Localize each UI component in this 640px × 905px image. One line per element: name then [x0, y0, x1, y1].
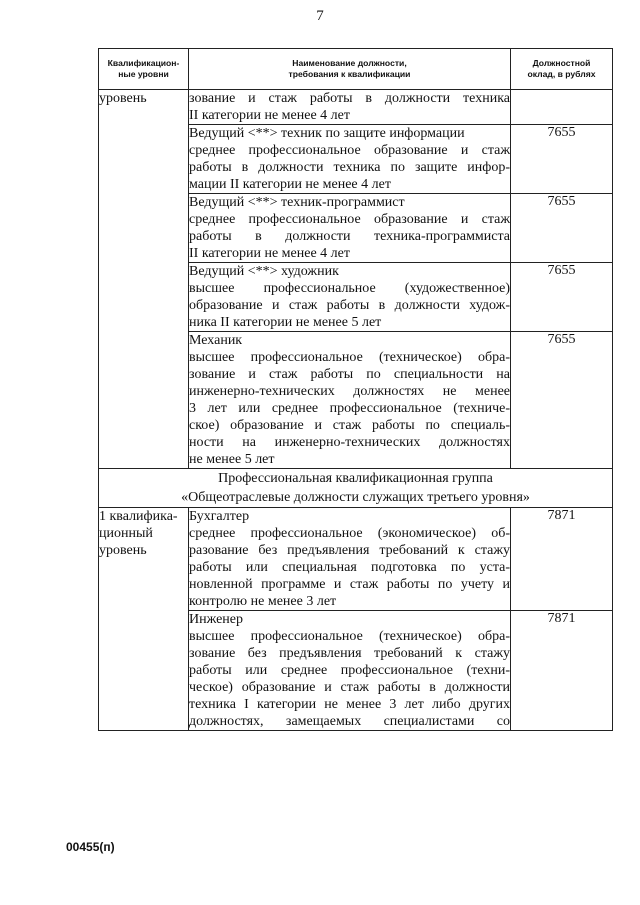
- text-line: контролю не менее 3 лет: [189, 594, 337, 609]
- group-heading-line: «Общеотраслевые должности служащих третьего уровня»: [181, 490, 530, 505]
- salary-cell: 7871: [511, 611, 613, 731]
- text-line: Механик: [189, 333, 243, 348]
- text-line: техника I категории не менее 3 лет либо других: [189, 697, 510, 712]
- text-line: Ведущий <**> техник-программист: [189, 195, 405, 210]
- text-line: среднее профессиональное (экономическое) об-: [189, 526, 510, 541]
- position-cell: [189, 90, 511, 125]
- table-row: [99, 508, 613, 611]
- text-line: работы или специальная подготовка по уста-: [189, 560, 510, 575]
- text-line: должностях, замещаемых специалистами со: [189, 714, 510, 729]
- text-line: новленной программе и стаж работы по учету и: [189, 577, 510, 592]
- text-line: не менее 5 лет: [189, 452, 275, 467]
- group-heading-row: [99, 469, 613, 508]
- table-row: [99, 90, 613, 125]
- document-code: 00455(п): [66, 840, 115, 854]
- text-line: среднее профессиональное образование и стаж: [189, 143, 510, 158]
- header-line: Наименование должности,: [292, 58, 407, 68]
- text-line: разование без предъявления требований к стажу: [189, 543, 510, 558]
- table-header-row: [99, 49, 613, 90]
- text-line: инженерно-технических должностях не менее: [189, 384, 510, 399]
- header-line: ные уровни: [118, 69, 169, 79]
- qualification-level-cell: [99, 508, 189, 731]
- text-line: II категории не менее 4 лет: [189, 246, 350, 261]
- qualification-level-cell: уровень: [99, 90, 189, 469]
- salary-table: [98, 48, 613, 731]
- level-line: 1 квалифика-: [99, 509, 178, 524]
- salary-cell: 7655: [511, 332, 613, 469]
- salary-cell: 7871: [511, 508, 613, 611]
- text-line: высшее профессиональное (техническое) обра-: [189, 629, 510, 644]
- position-cell: [189, 611, 511, 731]
- text-line: работы в должности техника-программиста: [189, 229, 510, 244]
- text-line: ности на инженерно-технических должностях: [189, 435, 510, 450]
- text-line: ника II категории не менее 5 лет: [189, 315, 382, 330]
- level-line: ционный: [99, 526, 153, 541]
- text-line: Ведущий <**> техник по защите информации: [189, 126, 465, 141]
- text-line: Инженер: [189, 612, 244, 627]
- header-position-name: [189, 49, 511, 90]
- text-line: зование без предъявления требований к стажу: [189, 646, 510, 661]
- position-cell: [189, 508, 511, 611]
- header-line: Квалификацион-: [107, 58, 180, 68]
- page-number: 7: [316, 8, 324, 24]
- text-line: мации II категории не менее 4 лет: [189, 177, 391, 192]
- group-heading: [99, 469, 613, 508]
- header-salary: [511, 49, 613, 90]
- salary-cell: 7655: [511, 125, 613, 194]
- salary-cell: [511, 90, 613, 125]
- text-line: Бухгалтер: [189, 509, 250, 524]
- text-line: зование и стаж работы по специальности на: [189, 367, 510, 382]
- text-line: ческое) образование и стаж работы в должности: [189, 680, 510, 695]
- text-line: ское) образование и стаж работы по специаль-: [189, 418, 510, 433]
- salary-cell: 7655: [511, 194, 613, 263]
- text-line: II категории не менее 4 лет: [189, 108, 350, 123]
- header-qualification-levels: [99, 49, 189, 90]
- header-line: Должностной: [532, 58, 591, 68]
- position-cell: [189, 194, 511, 263]
- level-line: уровень: [99, 543, 147, 558]
- text-line: 3 лет или среднее профессиональное (техниче-: [189, 401, 510, 416]
- position-cell: [189, 332, 511, 469]
- text-line: высшее профессиональное (техническое) обра-: [189, 350, 510, 365]
- text-line: высшее профессиональное (художественное): [189, 281, 510, 296]
- position-cell: [189, 263, 511, 332]
- group-heading-line: Профессиональная квалификационная группа: [218, 471, 493, 486]
- header-line: оклад, в рублях: [527, 69, 596, 79]
- position-cell: [189, 125, 511, 194]
- text-line: работы в должности техника по защите инфор-: [189, 160, 510, 175]
- text-line: Ведущий <**> художник: [189, 264, 339, 279]
- text-line: работы или среднее профессиональное (техни-: [189, 663, 510, 678]
- salary-cell: 7655: [511, 263, 613, 332]
- text-line: среднее профессиональное образование и стаж: [189, 212, 510, 227]
- text-line: зование и стаж работы в должности техника: [189, 91, 510, 106]
- header-line: требования к квалификации: [288, 69, 411, 79]
- text-line: образование и стаж работы в должности худож-: [189, 298, 510, 313]
